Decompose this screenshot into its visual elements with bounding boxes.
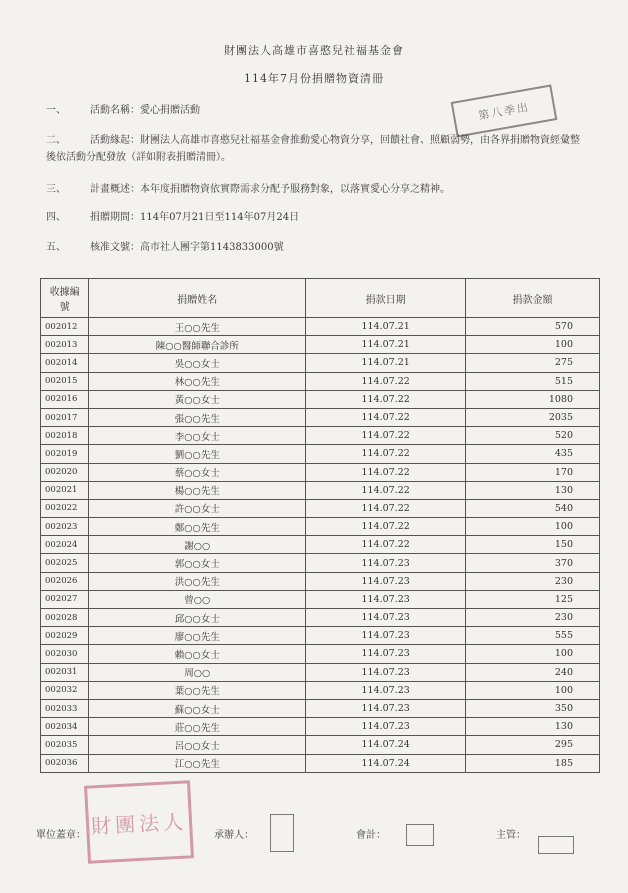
donor-name-cell: 曾○○: [89, 590, 306, 608]
table-row: [41, 754, 600, 772]
donor-name-cell: 廖○○先生: [89, 627, 306, 645]
donation-date-cell: 114.07.23: [306, 718, 466, 736]
info-item-activity-name: 一、 活動名稱：愛心捐贈活動: [46, 105, 200, 116]
donation-amount-cell: 275: [466, 354, 600, 372]
receipt-id-cell: 002026: [41, 572, 89, 590]
donor-name-cell: 楊○○先生: [89, 481, 306, 499]
info-item-overview: 三、 計畫概述：本年度捐贈物資依實際需求分配予服務對象，以落實愛心分享之精神。: [46, 184, 450, 195]
donor-name-cell: 周○○: [89, 663, 306, 681]
donor-name-cell: 莊○○先生: [89, 718, 306, 736]
header-receipt-id: 收據編號: [41, 279, 89, 318]
donation-amount-cell: 240: [466, 663, 600, 681]
receipt-id-cell: 002020: [41, 463, 89, 481]
donation-date-cell: 114.07.23: [306, 627, 466, 645]
donation-amount-cell: 185: [466, 754, 600, 772]
table-row: [41, 718, 600, 736]
table-row: [41, 499, 600, 517]
donor-name-cell: 許○○女士: [89, 499, 306, 517]
table-row: [41, 699, 600, 717]
accounting-seal: [406, 824, 434, 846]
donation-date-cell: 114.07.22: [306, 445, 466, 463]
donor-name-cell: 葉○○先生: [89, 681, 306, 699]
donor-name-cell: 蘇○○女士: [89, 699, 306, 717]
donation-amount-cell: 100: [466, 681, 600, 699]
receipt-id-cell: 002017: [41, 408, 89, 426]
handler-seal: [270, 814, 294, 852]
donation-amount-cell: 230: [466, 572, 600, 590]
receipt-id-cell: 002014: [41, 354, 89, 372]
unit-seal-stamp: 財團法人: [84, 780, 194, 863]
donation-amount-cell: 370: [466, 554, 600, 572]
table-row: [41, 518, 600, 536]
donor-name-cell: 蔡○○女士: [89, 463, 306, 481]
info-item-origin: 二、 活動緣起：財團法人高雄市喜憨兒社福基金會推動愛心物資分享，回饋社會、照顧弱勢，由各界捐贈物資經彙整後依活動分配發放（詳如附表捐贈清冊）。: [46, 135, 580, 163]
donor-name-cell: 陳○○醫師聯合診所: [89, 336, 306, 354]
donor-name-cell: 江○○先生: [89, 754, 306, 772]
table-row: [41, 427, 600, 445]
donation-date-cell: 114.07.22: [306, 499, 466, 517]
donation-amount-cell: 1080: [466, 390, 600, 408]
director-label: 主管：: [496, 830, 526, 841]
receipt-id-cell: 002013: [41, 336, 89, 354]
donation-amount-cell: 100: [466, 336, 600, 354]
donor-name-cell: 李○○女士: [89, 427, 306, 445]
table-row: [41, 390, 600, 408]
receipt-id-cell: 002032: [41, 681, 89, 699]
donation-date-cell: 114.07.21: [306, 354, 466, 372]
receipt-id-cell: 002015: [41, 372, 89, 390]
table-row: [41, 318, 600, 336]
unit-seal-label: 單位蓋章：: [36, 830, 86, 841]
donor-name-cell: 林○○先生: [89, 372, 306, 390]
donation-date-cell: 114.07.23: [306, 572, 466, 590]
receipt-id-cell: 002019: [41, 445, 89, 463]
table-row: [41, 554, 600, 572]
director-seal: [538, 836, 574, 854]
info-item-approval: 五、 核准文號：高市社人團字第1143833000號: [46, 242, 284, 253]
donation-date-cell: 114.07.23: [306, 663, 466, 681]
receipt-id-cell: 002035: [41, 736, 89, 754]
receipt-id-cell: 002024: [41, 536, 89, 554]
donation-amount-cell: 100: [466, 645, 600, 663]
donation-date-cell: 114.07.24: [306, 736, 466, 754]
donation-date-cell: 114.07.23: [306, 590, 466, 608]
donation-amount-cell: 570: [466, 318, 600, 336]
receipt-id-cell: 002012: [41, 318, 89, 336]
document-title-org: 財團法人高雄市喜憨兒社福基金會: [224, 44, 404, 57]
donation-date-cell: 114.07.22: [306, 427, 466, 445]
donation-amount-cell: 2035: [466, 408, 600, 426]
donation-date-cell: 114.07.22: [306, 408, 466, 426]
donation-date-cell: 114.07.22: [306, 518, 466, 536]
donor-name-cell: 劉○○先生: [89, 445, 306, 463]
donation-amount-cell: 150: [466, 536, 600, 554]
table-row: [41, 336, 600, 354]
donation-amount-cell: 125: [466, 590, 600, 608]
donation-amount-cell: 130: [466, 481, 600, 499]
donation-amount-cell: 350: [466, 699, 600, 717]
donation-date-cell: 114.07.22: [306, 481, 466, 499]
donation-date-cell: 114.07.23: [306, 609, 466, 627]
receipt-id-cell: 002034: [41, 718, 89, 736]
receipt-id-cell: 002031: [41, 663, 89, 681]
table-row: [41, 681, 600, 699]
donation-date-cell: 114.07.23: [306, 699, 466, 717]
donation-date-cell: 114.07.21: [306, 336, 466, 354]
donor-name-cell: 邱○○女士: [89, 609, 306, 627]
receipt-id-cell: 002018: [41, 427, 89, 445]
donor-name-cell: 張○○先生: [89, 408, 306, 426]
donor-name-cell: 賴○○女士: [89, 645, 306, 663]
donation-amount-cell: 555: [466, 627, 600, 645]
table-row: [41, 408, 600, 426]
donor-name-cell: 鄭○○先生: [89, 518, 306, 536]
donation-amount-cell: 520: [466, 427, 600, 445]
table-row: [41, 354, 600, 372]
donation-amount-cell: 100: [466, 518, 600, 536]
receipt-id-cell: 002036: [41, 754, 89, 772]
donation-date-cell: 114.07.23: [306, 645, 466, 663]
header-donor-name: 捐贈姓名: [89, 279, 306, 318]
table-row: [41, 609, 600, 627]
header-donation-date: 捐款日期: [306, 279, 466, 318]
donation-date-cell: 114.07.22: [306, 372, 466, 390]
donation-amount-cell: 515: [466, 372, 600, 390]
donor-name-cell: 洪○○先生: [89, 572, 306, 590]
receipt-id-cell: 002022: [41, 499, 89, 517]
donor-name-cell: 王○○先生: [89, 318, 306, 336]
donation-date-cell: 114.07.22: [306, 536, 466, 554]
table-header-row: [41, 279, 600, 318]
handler-label: 承辦人：: [214, 830, 254, 841]
donation-amount-cell: 130: [466, 718, 600, 736]
receipt-id-cell: 002021: [41, 481, 89, 499]
donation-amount-cell: 295: [466, 736, 600, 754]
receipt-id-cell: 002023: [41, 518, 89, 536]
table-row: [41, 536, 600, 554]
table-row: [41, 572, 600, 590]
table-row: [41, 481, 600, 499]
donation-date-cell: 114.07.24: [306, 754, 466, 772]
table-row: [41, 663, 600, 681]
accounting-label: 會計：: [356, 830, 386, 841]
donor-name-cell: 謝○○: [89, 536, 306, 554]
donation-date-cell: 114.07.21: [306, 318, 466, 336]
table-row: [41, 590, 600, 608]
received-stamp: 第八季出: [451, 84, 558, 137]
donation-table: [40, 278, 600, 773]
donor-name-cell: 黃○○女士: [89, 390, 306, 408]
receipt-id-cell: 002030: [41, 645, 89, 663]
info-item-period: 四、 捐贈期間：114年07月21日至114年07月24日: [46, 212, 300, 223]
donation-date-cell: 114.07.22: [306, 463, 466, 481]
donation-amount-cell: 230: [466, 609, 600, 627]
receipt-id-cell: 002028: [41, 609, 89, 627]
receipt-id-cell: 002027: [41, 590, 89, 608]
donation-amount-cell: 540: [466, 499, 600, 517]
document-title-list: 114年7月份捐贈物資清冊: [244, 72, 384, 85]
receipt-id-cell: 002025: [41, 554, 89, 572]
receipt-id-cell: 002016: [41, 390, 89, 408]
receipt-id-cell: 002029: [41, 627, 89, 645]
table-row: [41, 463, 600, 481]
donor-name-cell: 郭○○女士: [89, 554, 306, 572]
donor-name-cell: 呂○○女士: [89, 736, 306, 754]
table-row: [41, 445, 600, 463]
table-row: [41, 645, 600, 663]
donation-amount-cell: 435: [466, 445, 600, 463]
header-donation-amount: 捐款金額: [466, 279, 600, 318]
donation-date-cell: 114.07.23: [306, 681, 466, 699]
receipt-id-cell: 002033: [41, 699, 89, 717]
table-row: [41, 627, 600, 645]
donation-date-cell: 114.07.23: [306, 554, 466, 572]
donor-name-cell: 吳○○女士: [89, 354, 306, 372]
donation-date-cell: 114.07.22: [306, 390, 466, 408]
table-row: [41, 736, 600, 754]
table-row: [41, 372, 600, 390]
donation-amount-cell: 170: [466, 463, 600, 481]
